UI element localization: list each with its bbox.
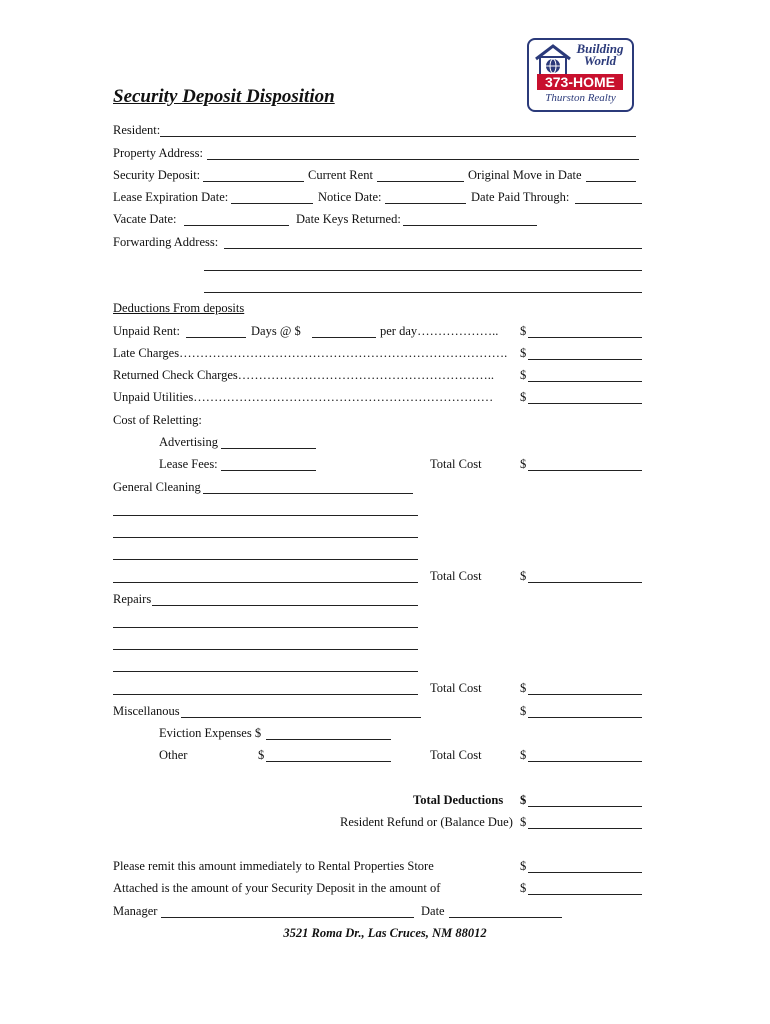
miscellaneous-dollar: $ bbox=[520, 704, 527, 718]
miscellaneous-field[interactable] bbox=[181, 717, 421, 718]
per-day-label: per day……………….. bbox=[380, 324, 499, 338]
vacate-date-field[interactable] bbox=[184, 225, 289, 226]
resident-refund-field[interactable] bbox=[528, 828, 642, 829]
unpaid-rent-label: Unpaid Rent: bbox=[113, 324, 181, 338]
returned-check-amount-field[interactable] bbox=[528, 381, 642, 382]
other-field[interactable] bbox=[266, 761, 391, 762]
miscellaneous-amount-field[interactable] bbox=[528, 717, 642, 718]
date-keys-returned-field[interactable] bbox=[403, 225, 537, 226]
days-at-label: Days @ $ bbox=[251, 324, 301, 338]
general-cleaning-field-5[interactable] bbox=[113, 582, 418, 583]
repairs-field-1[interactable] bbox=[152, 605, 418, 606]
logo-line2: World bbox=[583, 53, 617, 68]
page-title: Security Deposit Disposition bbox=[113, 86, 335, 107]
general-cleaning-label: General Cleaning bbox=[113, 480, 201, 494]
manager-label: Manager bbox=[113, 904, 158, 918]
security-deposit-field[interactable] bbox=[203, 181, 304, 182]
repairs-field-5[interactable] bbox=[113, 694, 418, 695]
current-rent-field[interactable] bbox=[377, 181, 464, 182]
resident-field[interactable] bbox=[160, 136, 636, 137]
cleaning-total-cost-label: Total Cost bbox=[430, 569, 482, 583]
repairs-field-2[interactable] bbox=[113, 627, 418, 628]
late-charges-amount-field[interactable] bbox=[528, 359, 642, 360]
returned-check-dollar: $ bbox=[520, 368, 527, 382]
unpaid-rent-amount-field[interactable] bbox=[528, 337, 642, 338]
total-deductions-field[interactable] bbox=[528, 806, 642, 807]
late-charges-dollar: $ bbox=[520, 346, 527, 360]
forwarding-address-field-2[interactable] bbox=[204, 270, 642, 271]
repairs-dollar: $ bbox=[520, 681, 527, 695]
resident-label: Resident: bbox=[113, 123, 161, 137]
cleaning-dollar: $ bbox=[520, 569, 527, 583]
date-paid-through-label: Date Paid Through: bbox=[471, 190, 570, 204]
remit-amount-field[interactable] bbox=[528, 872, 642, 873]
footer-address: 3521 Roma Dr., Las Cruces, NM 88012 bbox=[283, 926, 487, 940]
cleaning-amount-field[interactable] bbox=[528, 582, 642, 583]
original-move-in-label: Original Move in Date bbox=[468, 168, 582, 182]
general-cleaning-field-2[interactable] bbox=[113, 515, 418, 516]
unpaid-rent-dollar: $ bbox=[520, 324, 527, 338]
unpaid-utilities-amount-field[interactable] bbox=[528, 403, 642, 404]
lease-expiration-field[interactable] bbox=[231, 203, 313, 204]
misc-amount-field[interactable] bbox=[528, 761, 642, 762]
advertising-field[interactable] bbox=[221, 448, 316, 449]
forwarding-address-field-3[interactable] bbox=[204, 292, 642, 293]
attached-amount-field[interactable] bbox=[528, 894, 642, 895]
notice-date-label: Notice Date: bbox=[318, 190, 382, 204]
property-address-label: Property Address: bbox=[113, 146, 203, 160]
other-label: Other bbox=[159, 748, 188, 762]
unpaid-utilities-dollar: $ bbox=[520, 390, 527, 404]
total-deductions-label: Total Deductions bbox=[413, 793, 504, 807]
current-rent-label: Current Rent bbox=[308, 168, 373, 182]
eviction-expenses-label: Eviction Expenses $ bbox=[159, 726, 262, 740]
resident-refund-dollar: $ bbox=[520, 815, 527, 829]
vacate-date-label: Vacate Date: bbox=[113, 212, 177, 226]
resident-refund-label: Resident Refund or (Balance Due) bbox=[340, 815, 513, 829]
returned-check-label: Returned Check Charges…………………………………………………….. bbox=[113, 368, 494, 382]
reletting-amount-field[interactable] bbox=[528, 470, 642, 471]
date-keys-returned-label: Date Keys Returned: bbox=[296, 212, 401, 226]
late-charges-label: Late Charges……………………………………………………………………. bbox=[113, 346, 508, 360]
property-address-field[interactable] bbox=[207, 159, 639, 160]
attached-dollar: $ bbox=[520, 881, 527, 895]
logo-company: Thurston Realty bbox=[545, 92, 616, 104]
original-move-in-field[interactable] bbox=[586, 181, 636, 182]
deductions-heading: Deductions From deposits bbox=[113, 301, 245, 315]
date-label: Date bbox=[421, 904, 445, 918]
repairs-field-3[interactable] bbox=[113, 649, 418, 650]
unpaid-rent-rate-field[interactable] bbox=[312, 337, 376, 338]
remit-dollar: $ bbox=[520, 859, 527, 873]
house-globe-icon bbox=[533, 43, 573, 77]
notice-date-field[interactable] bbox=[385, 203, 466, 204]
misc-total-cost-label: Total Cost bbox=[430, 748, 482, 762]
logo-line1: Building bbox=[576, 41, 624, 56]
general-cleaning-field-4[interactable] bbox=[113, 559, 418, 560]
attached-label: Attached is the amount of your Security Deposit in the amount of bbox=[113, 881, 441, 895]
security-deposit-label: Security Deposit: bbox=[113, 168, 201, 182]
forwarding-address-field-1[interactable] bbox=[224, 248, 642, 249]
logo-brand bbox=[571, 43, 629, 67]
manager-signature-field[interactable] bbox=[161, 917, 414, 918]
repairs-field-4[interactable] bbox=[113, 671, 418, 672]
miscellaneous-label: Miscellanous bbox=[113, 704, 180, 718]
unpaid-utilities-label: Unpaid Utilities……………………………………………………………… bbox=[113, 390, 494, 404]
reletting-dollar: $ bbox=[520, 457, 527, 471]
lease-fees-label: Lease Fees: bbox=[159, 457, 218, 471]
company-logo bbox=[527, 38, 634, 112]
repairs-label: Repairs bbox=[113, 592, 152, 606]
cost-of-reletting-label: Cost of Reletting: bbox=[113, 413, 202, 427]
general-cleaning-field-3[interactable] bbox=[113, 537, 418, 538]
advertising-label: Advertising bbox=[159, 435, 219, 449]
forwarding-address-label: Forwarding Address: bbox=[113, 235, 219, 249]
logo-phone: 373-HOME bbox=[537, 74, 623, 90]
unpaid-rent-days-field[interactable] bbox=[186, 337, 246, 338]
lease-expiration-label: Lease Expiration Date: bbox=[113, 190, 229, 204]
total-deductions-dollar: $ bbox=[520, 793, 527, 807]
general-cleaning-field-1[interactable] bbox=[203, 493, 413, 494]
reletting-total-cost-label: Total Cost bbox=[430, 457, 482, 471]
eviction-expenses-field[interactable] bbox=[266, 739, 391, 740]
misc-dollar: $ bbox=[520, 748, 527, 762]
date-paid-through-field[interactable] bbox=[575, 203, 642, 204]
date-field[interactable] bbox=[449, 917, 562, 918]
repairs-amount-field[interactable] bbox=[528, 694, 642, 695]
repairs-total-cost-label: Total Cost bbox=[430, 681, 482, 695]
lease-fees-field[interactable] bbox=[221, 470, 316, 471]
remit-label: Please remit this amount immediately to Rental Properties Store bbox=[113, 859, 434, 873]
other-dollar: $ bbox=[258, 748, 265, 762]
